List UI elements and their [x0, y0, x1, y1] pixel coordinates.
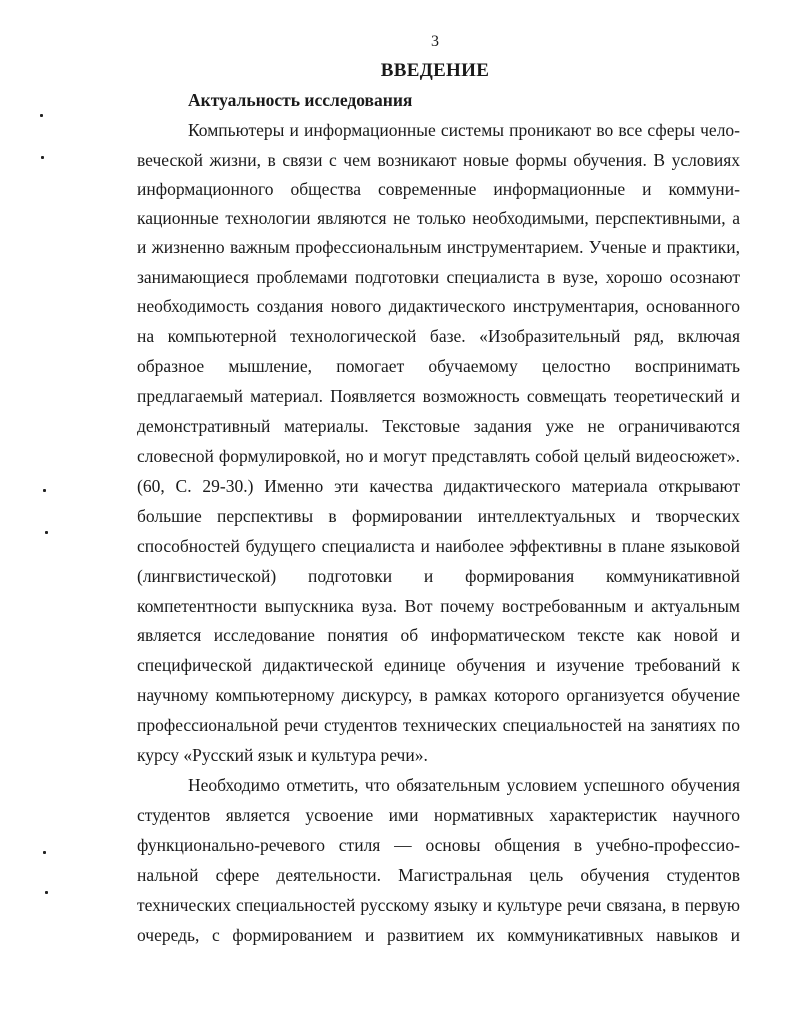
scan-speck	[45, 531, 48, 534]
text-line: необходимость создания нового дидактического инструментария, основанного	[137, 296, 740, 316]
text-line: является исследование понятия об информатическом тексте как новой и	[137, 625, 740, 645]
text-line: на компьютерной технологической базе. «Изобразительный ряд, включая	[137, 326, 740, 346]
scan-speck	[43, 489, 46, 492]
text-line: научному компьютерному дискурсу, в рамках которого организуется обучение	[137, 685, 740, 705]
text-line: нальной сфере деятельности. Магистральная цель обучения студентов	[137, 865, 740, 885]
text-line: предлагаемый материал. Появляется возможность совмещать теоретический и	[137, 386, 740, 406]
text-line: способностей будущего специалиста и наиболее эффективны в плане языковой	[137, 536, 740, 556]
text-line: Компьютеры и информационные системы проникают во все сферы чело-	[188, 120, 740, 140]
text-line: специфической дидактической единице обучения и изучение требований к	[137, 655, 740, 675]
scan-speck	[40, 114, 43, 117]
text-line: функционально-речевого стиля — основы общения в учебно-профессио-	[137, 835, 740, 855]
text-line: (лингвистической) подготовки и формирования коммуникативной	[137, 566, 740, 586]
text-line: технических специальностей русскому языку и культуре речи связана, в первую	[137, 895, 740, 915]
page-number: 3	[431, 33, 439, 50]
text-line: профессиональной речи студентов технических специальностей на занятиях по	[137, 715, 740, 735]
text-line: словесной формулировкой, но и могут представлять собой целый видеосюжет».	[137, 446, 740, 466]
text-line: образное мышление, помогает обучаемому целостно воспринимать	[137, 356, 740, 376]
text-line: компетентности выпускника вуза. Вот почему востребованным и актуальным	[137, 596, 740, 616]
text-line: демонстративный материалы. Текстовые задания уже не ограничиваются	[137, 416, 740, 436]
text-line: веческой жизни, в связи с чем возникают новые формы обучения. В условиях	[137, 150, 740, 170]
subsection-heading: Актуальность исследования	[188, 90, 413, 110]
text-line: Необходимо отметить, что обязательным условием успешного обучения	[188, 775, 740, 795]
text-line: очередь, с формированием и развитием их коммуникативных навыков и	[137, 925, 740, 945]
text-line: информационного общества современные информационные и коммуни-	[137, 179, 740, 199]
scan-speck	[41, 156, 44, 159]
scan-speck	[43, 851, 46, 854]
scan-speck	[45, 891, 48, 894]
text-line: занимающиеся проблемами подготовки специалиста в вузе, хорошо осознают	[137, 267, 740, 287]
text-line: (60, С. 29-30.) Именно эти качества дидактического материала открывают	[137, 476, 740, 496]
text-line: большие перспективы в формировании интеллектуальных и творческих	[137, 506, 740, 526]
text-line: студентов является усвоение ими нормативных характеристик научного	[137, 805, 740, 825]
text-line: кационные технологии являются не только необходимыми, перспективными, а	[137, 208, 740, 228]
section-heading: ВВЕДЕНИЕ	[380, 60, 490, 81]
text-line: и жизненно важным профессиональным инструментарием. Ученые и практики,	[137, 237, 740, 257]
text-line: курсу «Русский язык и культура речи».	[137, 745, 428, 765]
